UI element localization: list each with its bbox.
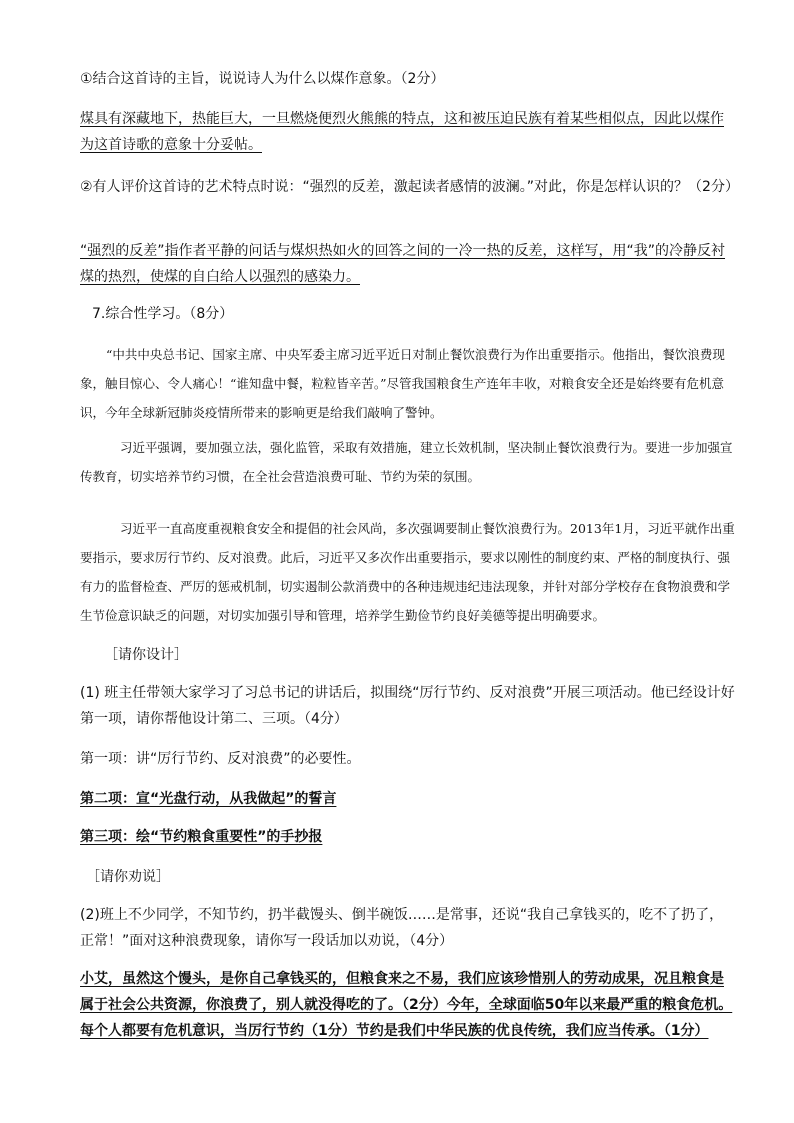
material-paragraph-2: 习近平强调，要加强立法，强化监管，采取有效措施，建立长效机制，坚决制止餐饮浪费行为。要进一步加强宣传教育，切实培养节约习惯，在全社会营造浪费可耻、节约为荣的氛围。 (80, 440, 733, 484)
persuade-heading: ［请你劝说］ (86, 869, 170, 885)
material-paragraph-1: “中共中央总书记、国家主席、中央军委主席习近平近日对制止餐饮浪费行为作出重要指示。他指出，餐饮浪费现象，触目惊心、令人痛心！“谁知盘中餐，粒粒皆辛苦。”尽管我国粮食生产连年丰收，对粮食安全还是始终要有危机意识，今年全球新冠肺炎疫情所带来的影响更是给我们敲响了警钟。 (80, 347, 725, 420)
section-7-title: 7.综合性学习。（8分） (92, 306, 234, 322)
design-item-2: 第二项：宣“光盘行动，从我做起”的誓言 (80, 791, 337, 807)
material-paragraph-3: 习近平一直高度重视粮食安全和提倡的社会风尚，多次强调要制止餐饮浪费行为。2013年1月，习近平就作出重要指示，要求厉行节约、反对浪费。此后，习近平又多次作出重要指示，要求以刚性的制度约束、严格的制度执行、强有力的监督检查、严厉的惩戒机制，切实遏制公款消费中的各种违规违纪违法现象，并针对部分学校存在食物浪费和学生节俭意识缺乏的问题，对切实加强引导和管理，培养学生勤俭节约良好美德等提出明确要求。 (80, 521, 735, 623)
persuade-question: (2)班上不少同学，不知节约，扔半截馒头、倒半碗饭……是常事，还说“我自己拿钱买的，吃不了扔了，正常！”面对这种浪费现象，请你写一段话加以劝说，（4分） (80, 907, 724, 949)
design-item-3: 第三项：绘“节约粮食重要性”的手抄报 (80, 829, 323, 845)
design-item-1: 第一项：讲“厉行节约、反对浪费”的必要性。 (80, 751, 361, 767)
design-question: (1) 班主任带领大家学习了习总书记的讲话后，拟围绕“厉行节约、反对浪费”开展三项活动。他已经设计好第一项，请你帮他设计第二、三项。（4分） (80, 685, 735, 727)
question-1: ①结合这首诗的主旨，说说诗人为什么以煤作意象。（2分） (80, 71, 445, 87)
persuade-answer: 小艾，虽然这个馒头，是你自己拿钱买的，但粮食来之不易，我们应该珍惜别人的劳动成果，况且粮食是属于社会公共资源，你浪费了，别人就没得吃的了。（2分）今年，全球面临50年以来最严重的粮食危机。每个人都要有危机意识，当厉行节约（1分）节约是我们中华民族的优良传统，我们应当传承。（1分） (80, 971, 733, 1039)
answer-1: 煤具有深藏地下，热能巨大，一旦燃烧便烈火熊熊的特点，这和被压迫民族有着某些相似点，因此以煤作为这首诗歌的意象十分妥帖。 (80, 111, 724, 153)
answer-2: “强烈的反差”指作者平静的问话与煤炽热如火的回答之间的一冷一热的反差，这样写，用“我”的冷静反衬煤的热烈，使煤的自白给人以强烈的感染力。 (80, 243, 726, 285)
design-heading: ［请你设计］ (104, 647, 188, 663)
question-2: ②有人评价这首诗的艺术特点时说：“强烈的反差，激起读者感情的波澜。”对此，你是怎样认识的？（2分） (80, 179, 739, 195)
